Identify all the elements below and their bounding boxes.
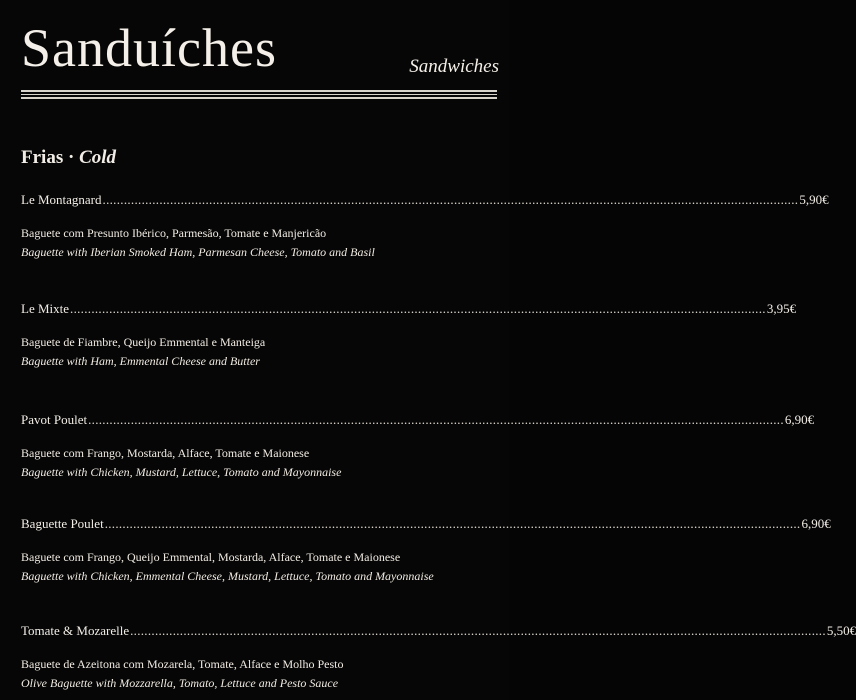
menu-item-desc-en: Baguette with Ham, Emmental Cheese and Butter (21, 354, 260, 368)
menu-item-line (21, 191, 829, 209)
menu-header (21, 18, 499, 86)
menu-item-name: Le Montagnard (21, 192, 102, 207)
menu-item-name: Le Mixte (21, 301, 70, 316)
menu-item-desc-pt: Baguete com Presunto Ibérico, Parmesão, Tomate e Manjericão (21, 226, 327, 240)
menu-item-desc-en: Olive Baguette with Mozzarella, Tomato, Lettuce and Pesto Sauce (21, 676, 339, 690)
section-title (21, 146, 116, 170)
menu-item-price: 5,50€ (826, 623, 856, 638)
menu-item-name: Pavot Poulet (21, 412, 88, 427)
menu-item (21, 300, 797, 371)
dot-leader: .................................................................................................................................................................................................... (102, 192, 799, 207)
page-subtitle: Sandwiches (409, 56, 499, 77)
menu-item-price: 5,90€ (799, 192, 829, 207)
menu-item (21, 411, 815, 482)
section-title-en: Cold (79, 147, 117, 168)
menu-item-desc-en: Baguette with Iberian Smoked Ham, Parmesan Cheese, Tomato and Basil (21, 245, 375, 259)
menu-item-desc-pt: Baguete de Fiambre, Queijo Emmental e Manteiga (21, 335, 266, 349)
dot-leader: .................................................................................................................................................................................................... (104, 516, 801, 531)
section-title-pt: Frias (21, 147, 64, 168)
menu-item-line (21, 411, 815, 429)
menu-item (21, 622, 856, 693)
menu-item-name: Baguette Poulet (21, 516, 104, 531)
menu-item-name: Tomate & Mozarelle (21, 623, 130, 638)
menu-item-line (21, 300, 797, 318)
menu-item (21, 191, 829, 262)
menu-item-desc-en: Baguette with Chicken, Emmental Cheese, Mustard, Lettuce, Tomato and Mayonnaise (21, 569, 434, 583)
header-rule-top (21, 90, 497, 92)
dot-leader: .................................................................................................................................................................................................... (70, 301, 766, 316)
menu-item-desc-pt: Baguete com Frango, Queijo Emmental, Mostarda, Alface, Tomate e Maionese (21, 550, 401, 564)
menu-item-price: 6,90€ (801, 516, 831, 531)
dot-leader: .................................................................................................................................................................................................... (88, 412, 784, 427)
menu-item-desc-en: Baguette with Chicken, Mustard, Lettuce, Tomato and Mayonnaise (21, 465, 342, 479)
section-title-separator: · (63, 147, 80, 168)
menu-item-line (21, 622, 856, 640)
menu-item-desc-pt: Baguete com Frango, Mostarda, Alface, Tomate e Maionese (21, 446, 310, 460)
menu-item-price: 6,90€ (784, 412, 815, 427)
page-title: Sanduíches (21, 18, 277, 78)
menu-item-desc-pt: Baguete de Azeitona com Mozarela, Tomate, Alface e Molho Pesto (21, 657, 344, 671)
menu-item (21, 515, 831, 586)
header-rule-middle (21, 94, 497, 95)
dot-leader: .................................................................................................................................................................................................... (130, 623, 826, 638)
menu-item-line (21, 515, 831, 533)
menu-item-price: 3,95€ (766, 301, 797, 316)
header-rule-bottom (21, 97, 497, 99)
